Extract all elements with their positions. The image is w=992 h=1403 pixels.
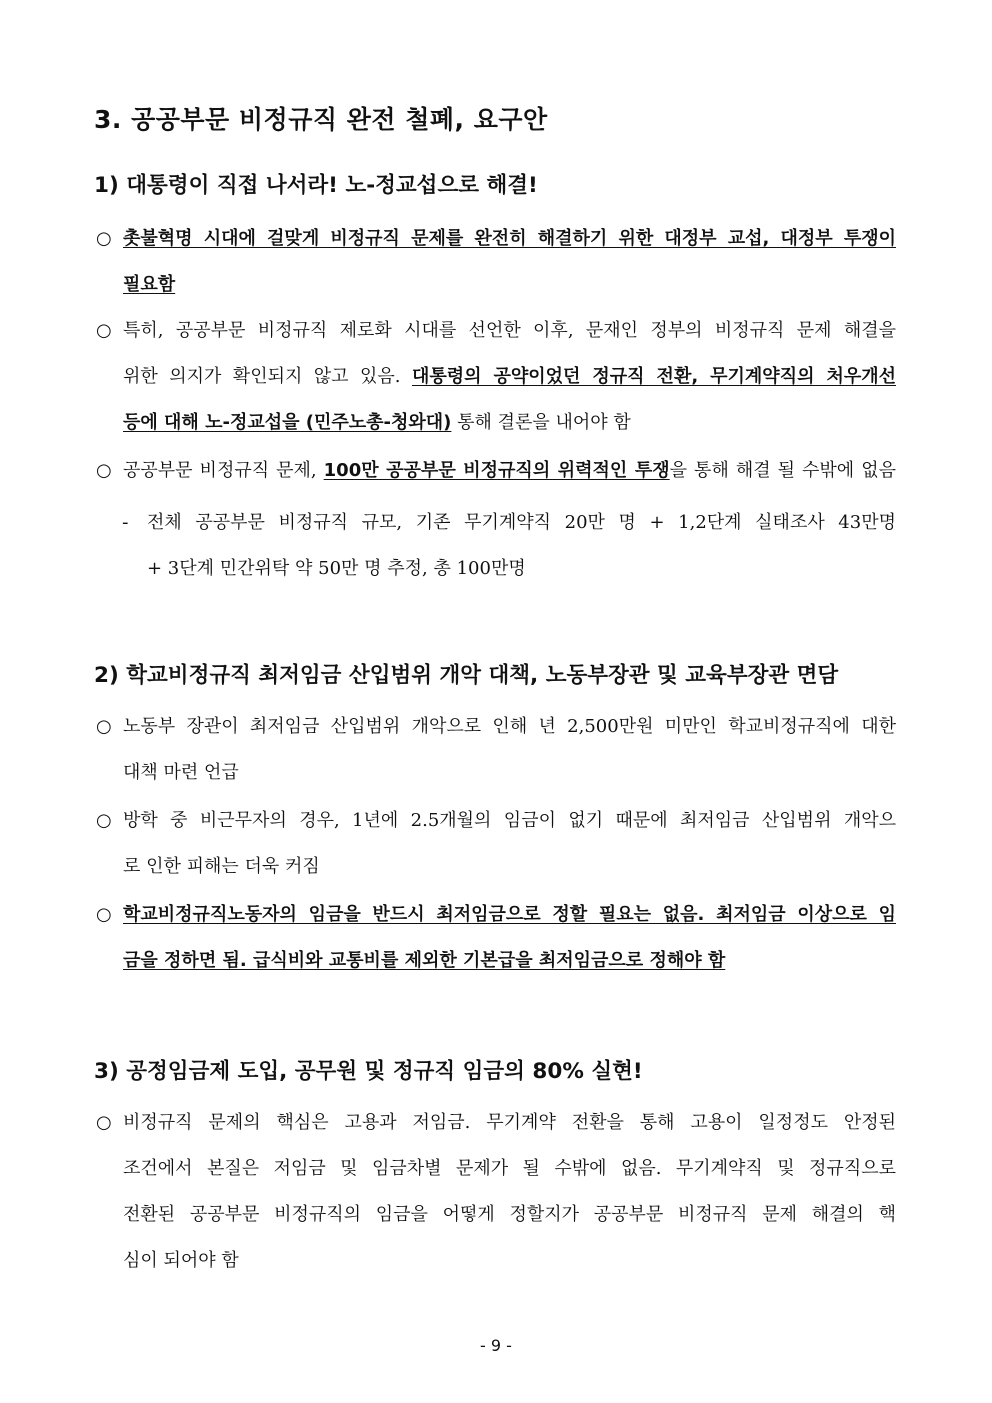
bullet-icon: ○ bbox=[96, 810, 112, 831]
bullet-icon: ○ bbox=[96, 716, 112, 737]
sub3-item-1-line-3: 전환된 공공부문 비정규직의 임금을 어떻게 정할지가 공공부문 비정규직 문제 해결의 핵 bbox=[123, 1204, 896, 1225]
sub1-item-1 bbox=[96, 216, 896, 308]
bullet-icon: ○ bbox=[96, 460, 112, 481]
sub1-item-2-line-2-plain: 위한 의지가 확인되지 않고 있음. bbox=[123, 366, 412, 387]
subsection-3-heading: 3) 공정임금제 도입, 공무원 및 정규직 임금의 80% 실현! bbox=[94, 1059, 643, 1084]
sub2-item-2 bbox=[96, 798, 896, 890]
sub1-item-2 bbox=[96, 308, 896, 446]
sub1-item-2-line-3-bold: 등에 대해 노-정교섭을 (민주노총-청와대) bbox=[123, 412, 452, 433]
sub2-item-1 bbox=[96, 704, 896, 796]
subsection-1-heading: 1) 대통령이 직접 나서라! 노-정교섭으로 해결! bbox=[94, 173, 538, 198]
bullet-icon: ○ bbox=[96, 320, 112, 341]
sub2-item-1-line-1: 노동부 장관이 최저임금 산입범위 개악으로 인해 년 2,500만원 미만인 학교비정규직에 대한 bbox=[123, 716, 896, 737]
sub2-item-3 bbox=[96, 892, 896, 984]
sub1-item-2-line-2-bold: 대통령의 공약이었던 정규직 전환, 무기계약직의 처우개선 bbox=[411, 366, 897, 387]
bullet-icon: ○ bbox=[96, 228, 112, 249]
sub2-item-3-line-2: 금을 정하면 됨. 급식비와 교통비를 제외한 기본급을 최저임금으로 정해야 함 bbox=[123, 950, 726, 971]
subsection-2-heading: 2) 학교비정규직 최저임금 산입범위 개악 대책, 노동부장관 및 교육부장관 면담 bbox=[94, 663, 839, 688]
sub2-item-2-line-2: 로 인한 피해는 더욱 커짐 bbox=[123, 856, 320, 877]
page-number: - 9 - bbox=[480, 1336, 512, 1355]
bullet-icon: ○ bbox=[96, 904, 112, 925]
sub1-item-2-line-1: 특히, 공공부문 비정규직 제로화 시대를 선언한 이후, 문재인 정부의 비정규직 문제 해결을 bbox=[123, 320, 896, 341]
sub3-item-1-line-4: 심이 되어야 함 bbox=[123, 1250, 239, 1271]
sub3-item-1-line-1: 비정규직 문제의 핵심은 고용과 저임금. 무기계약 전환을 통해 고용이 일정정도 안정된 bbox=[123, 1112, 896, 1133]
sub2-item-3-line-1: 학교비정규직노동자의 임금을 반드시 최저임금으로 정할 필요는 없음. 최저임금 이상으로 임 bbox=[123, 904, 896, 925]
sub1-item-3-plain-1: 공공부문 비정규직 문제, bbox=[123, 460, 324, 481]
bullet-icon: ○ bbox=[96, 1112, 112, 1133]
sub3-item-1-line-2: 조건에서 본질은 저임금 및 임금차별 문제가 될 수밖에 없음. 무기계약직 및 정규직으로 bbox=[123, 1158, 896, 1179]
sub2-item-1-line-2: 대책 마련 언급 bbox=[123, 762, 239, 783]
sub1-item-1-line-1: 촛불혁명 시대에 걸맞게 비정규직 문제를 완전히 해결하기 위한 대정부 교섭, 대정부 투쟁이 bbox=[123, 228, 896, 249]
sub1-subitem bbox=[122, 500, 896, 592]
sub1-item-3 bbox=[96, 448, 896, 494]
sub3-item-1 bbox=[96, 1100, 896, 1284]
sub1-item-2-line-3-plain: 통해 결론을 내어야 함 bbox=[451, 412, 631, 433]
sub2-item-2-line-1: 방학 중 비근무자의 경우, 1년에 2.5개월의 임금이 없기 때문에 최저임금 산입범위 개악으 bbox=[123, 810, 896, 831]
sub1-subitem-line-2: + 3단계 민간위탁 약 50만 명 추정, 총 100만명 bbox=[147, 558, 526, 579]
section-title: 3. 공공부문 비정규직 완전 철폐, 요구안 bbox=[94, 105, 548, 134]
dash-icon: - bbox=[122, 512, 129, 533]
sub1-item-3-bold: 100만 공공부문 비정규직의 위력적인 투쟁 bbox=[323, 460, 670, 481]
sub1-item-1-line-2: 필요함 bbox=[123, 274, 176, 295]
sub1-item-3-plain-2: 을 통해 해결 될 수밖에 없음 bbox=[669, 460, 896, 481]
sub1-subitem-line-1: 전체 공공부문 비정규직 규모, 기존 무기계약직 20만 명 + 1,2단계 실태조사 43만명 bbox=[147, 512, 896, 533]
